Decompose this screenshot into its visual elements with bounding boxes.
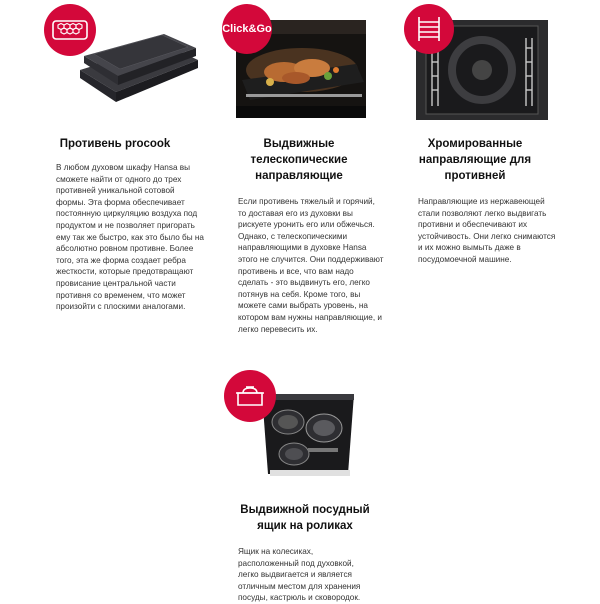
feature-title: Хромированные направляющие для противней [418, 138, 532, 182]
feature-title: Противень procook [59, 138, 171, 150]
feature-title: Выдвижные телескопические направляющие [250, 138, 348, 182]
feature-description: Если противень тяжелый и горячий, то доставая его из духовки вы рискуете уронить его или обжечься. Однако, с телескопическими направляющими в духовке Hansa этого не случится. Они поддерживают противень и все, что вам надо сделать - это выдвинуть его, легко потянув на себя. Кроме того, вы можете сами выбрать уровень, на котором вам нужны направляющие, и легко перевесить их. [238, 197, 384, 334]
feature-description: В любом духовом шкафу Hansa вы сможете найти от одного до трех противней уникальной сотовой формы. Эта форма обеспечивает постоянную циркуляцию воздуха под продуктом и не позволяет пригорать ему так же быстро, как это было бы на абсолютно ровном противне. Более того, эта же форма создает ребра жесткости, которые предотвращают провисание центральной части противня со временем, что может произойти с плоскими аналогами. [56, 163, 204, 312]
feature-badge [404, 4, 454, 54]
drawer-icon [234, 383, 266, 409]
feature-badge [224, 370, 276, 422]
click-and-go-label: Click&Go [222, 23, 272, 35]
feature-badge [222, 4, 272, 54]
feature-badge [44, 4, 96, 56]
feature-title: Выдвижной посудный ящик на роликах [240, 504, 370, 532]
honeycomb-tray-icon [52, 19, 88, 41]
feature-description: Ящик на колесиках, расположенный под духовкой, легко выдвигается и является отличным местом для хранения посуды, кастрюль и сковородок. [238, 547, 361, 603]
feature-description: Направляющие из нержавеющей стали позволяют легко выдвигать противни и обеспечивают их устойчивость. Они легко снимаются и их можно вымыть даже в посудомоечной машине. [418, 197, 556, 264]
chrome-rack-icon [414, 14, 444, 44]
